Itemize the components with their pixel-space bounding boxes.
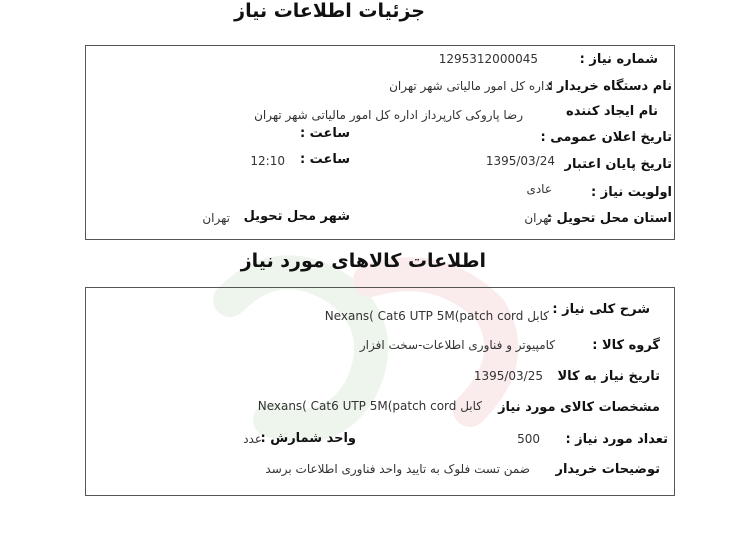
announce-date-label: تاریخ اعلان عمومی :: [540, 130, 672, 145]
deadline-time-label: ساعت :: [299, 152, 350, 167]
unit-value: عدد: [243, 432, 262, 446]
deadline-label: تاریخ پایان اعتبار: [564, 157, 672, 172]
buyer-name-value: اداره کل امور مالیاتی شهر تهران: [389, 79, 553, 93]
announce-time-label: ساعت :: [299, 126, 350, 141]
buyer-notes-value: ضمن تست فلوک به تایید واحد فناوری اطلاعات برسد: [265, 462, 530, 476]
need-number-label: شماره نیاز :: [579, 52, 658, 67]
group-label: گروه کالا :: [592, 338, 660, 353]
general-desc-label: شرح کلی نیاز :: [552, 302, 650, 317]
province-value: تهران: [524, 211, 552, 225]
group-value: کامپیوتر و فناوری اطلاعات-سخت افزار: [359, 338, 555, 352]
need-date-value: 1395/03/25: [473, 369, 543, 383]
deadline-date-value: 1395/03/24: [485, 154, 555, 168]
priority-label: اولویت نیاز :: [590, 185, 672, 200]
quantity-value: 500: [517, 432, 540, 446]
need-date-label: تاریخ نیاز به کالا: [557, 369, 660, 384]
general-desc-value: کابل Nexans( Cat6 UTP 5M(patch cord: [324, 309, 549, 323]
need-number-value: 1295312000045: [438, 52, 538, 66]
deadline-time-value: 12:10: [250, 154, 285, 168]
buyer-notes-label: توضیحات خریدار: [555, 462, 660, 477]
city-value: تهران: [202, 211, 230, 225]
creator-label: نام ایجاد کننده: [566, 104, 658, 119]
city-label: شهر محل تحویل: [243, 209, 350, 224]
province-label: استان محل تحویل :: [546, 211, 672, 226]
quantity-label: تعداد مورد نیاز :: [565, 432, 668, 447]
goods-section-title: اطلاعات کالاهای مورد نیاز: [240, 250, 486, 272]
unit-label: واحد شمارش :: [260, 431, 356, 446]
page-title: جزئیات اطلاعات نیاز: [234, 0, 425, 22]
specs-label: مشخصات کالای مورد نیاز: [498, 400, 660, 415]
creator-value: رضا پاروکی کارپرداز اداره کل امور مالیاتی شهر تهران: [254, 108, 523, 122]
buyer-name-label: نام دستگاه خریدار :: [547, 79, 672, 94]
specs-value: کابل Nexans( Cat6 UTP 5M(patch cord: [257, 399, 482, 413]
priority-value: عادی: [526, 182, 552, 196]
